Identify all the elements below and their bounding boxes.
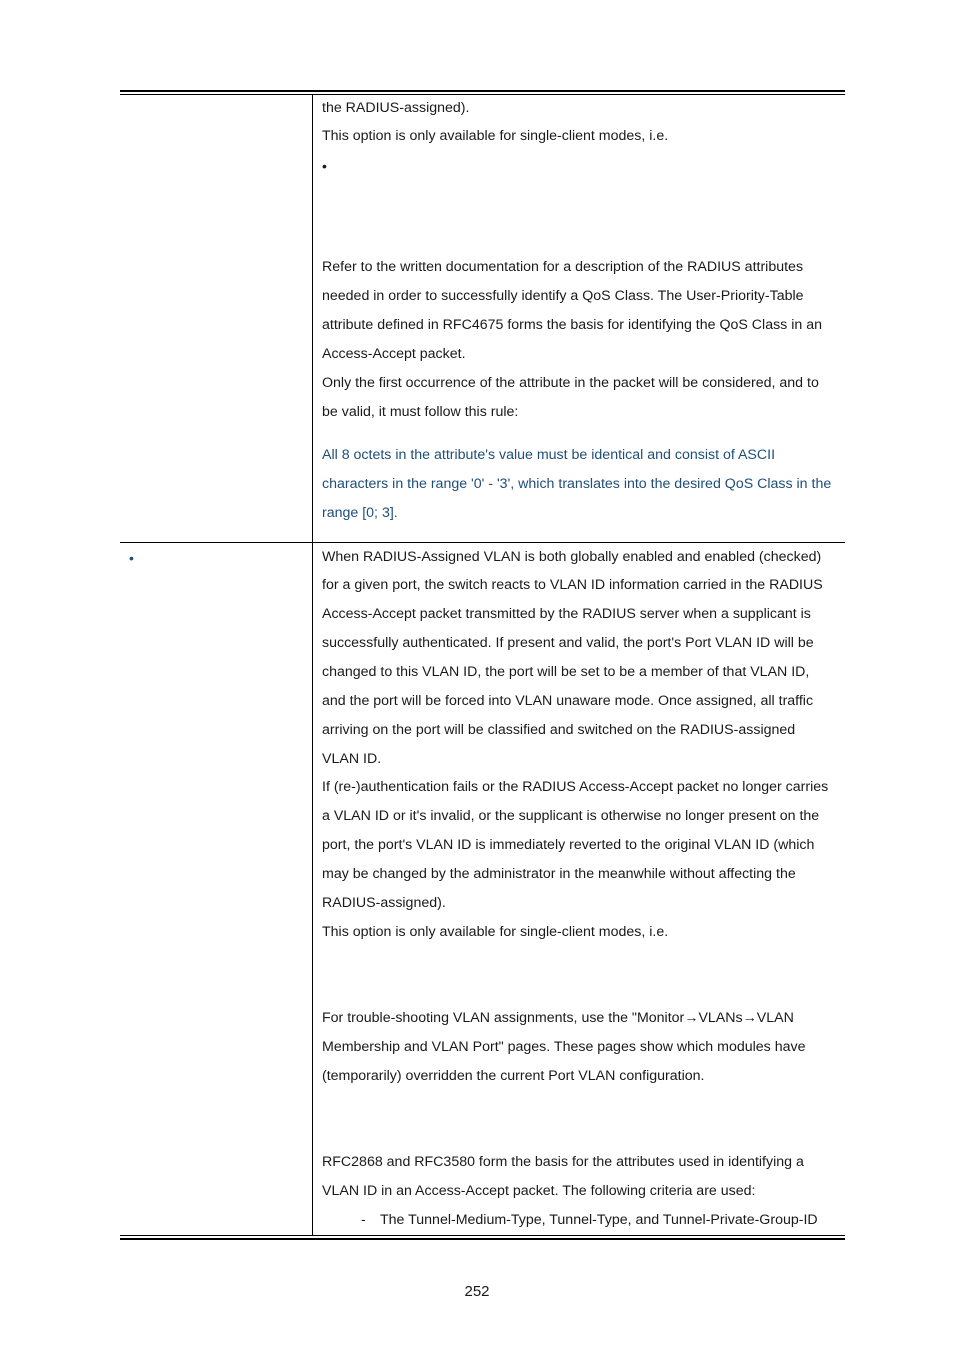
table-top-border xyxy=(120,90,845,92)
text-line: Membership and VLAN Port" pages. These pages show which modules have xyxy=(322,1039,806,1055)
text-line: needed in order to successfully identify a QoS Class. The User-Priority-Table xyxy=(322,288,804,304)
text-line: and the port will be forced into VLAN unaware mode. Once assigned, all traffic xyxy=(322,693,814,709)
text-line: Access-Accept packet. xyxy=(322,346,466,362)
text-line: This option is only available for single-client modes, i.e. xyxy=(322,128,669,144)
text-line: port, the port's VLAN ID is immediately reverted to the original VLAN ID (which xyxy=(322,837,815,853)
page-number: 252 xyxy=(464,1283,490,1300)
rule-text-line: characters in the range '0' - '3', which translates into the desired QoS Class in the xyxy=(322,476,832,492)
text-line: This option is only available for single-client modes, i.e. xyxy=(322,924,669,940)
list-item: The Tunnel-Medium-Type, Tunnel-Type, and Tunnel-Private-Group-ID xyxy=(380,1212,818,1228)
text-line: Access-Accept packet transmitted by the RADIUS server when a supplicant is xyxy=(322,606,811,622)
text-line: changed to this VLAN ID, the port will be set to be a member of that VLAN ID, xyxy=(322,664,810,680)
text-line: (temporarily) overridden the current Port VLAN configuration. xyxy=(322,1068,705,1084)
text-line: be valid, it must follow this rule: xyxy=(322,404,519,420)
text-line: for a given port, the switch reacts to VLAN ID information carried in the RADIUS xyxy=(322,577,823,593)
text-line: Only the first occurrence of the attribute in the packet will be considered, and to xyxy=(322,375,819,391)
text-line: may be changed by the administrator in the meanwhile without affecting the xyxy=(322,866,796,882)
text-line: RADIUS-assigned). xyxy=(322,895,446,911)
text-line: VLAN ID. xyxy=(322,751,382,767)
text-line: When RADIUS-Assigned VLAN is both globally enabled and enabled (checked) xyxy=(322,549,822,565)
table-bottom-border xyxy=(120,1238,845,1240)
bullet-icon: • xyxy=(322,158,327,174)
text-line: arriving on the port will be classified and switched on the RADIUS-assigned xyxy=(322,722,796,738)
text-line: attribute defined in RFC4675 forms the basis for identifying the QoS Class in an xyxy=(322,317,822,333)
bullet-icon: • xyxy=(129,550,134,566)
text-line: Refer to the written documentation for a description of the RADIUS attributes xyxy=(322,259,804,275)
text-line: If (re-)authentication fails or the RADIUS Access-Accept packet no longer carries xyxy=(322,779,829,795)
text-line: a VLAN ID or it's invalid, or the supplicant is otherwise no longer present on the xyxy=(322,808,820,824)
text-line: the RADIUS-assigned). xyxy=(322,100,470,116)
table-bottom-border-inner xyxy=(120,1235,845,1236)
text-line: RFC2868 and RFC3580 form the basis for the attributes used in identifying a xyxy=(322,1154,804,1170)
rule-text-line: range [0; 3]. xyxy=(322,505,398,521)
dash-marker: - xyxy=(361,1212,366,1228)
text-line: For trouble-shooting VLAN assignments, use the "Monitor→VLANs→VLAN xyxy=(322,1010,794,1026)
rule-text-line: All 8 octets in the attribute's value must be identical and consist of ASCII xyxy=(322,447,776,463)
text-line: successfully authenticated. If present and valid, the port's Port VLAN ID will be xyxy=(322,635,814,651)
text-line: VLAN ID in an Access-Accept packet. The following criteria are used: xyxy=(322,1183,756,1199)
column-divider xyxy=(312,95,313,1236)
